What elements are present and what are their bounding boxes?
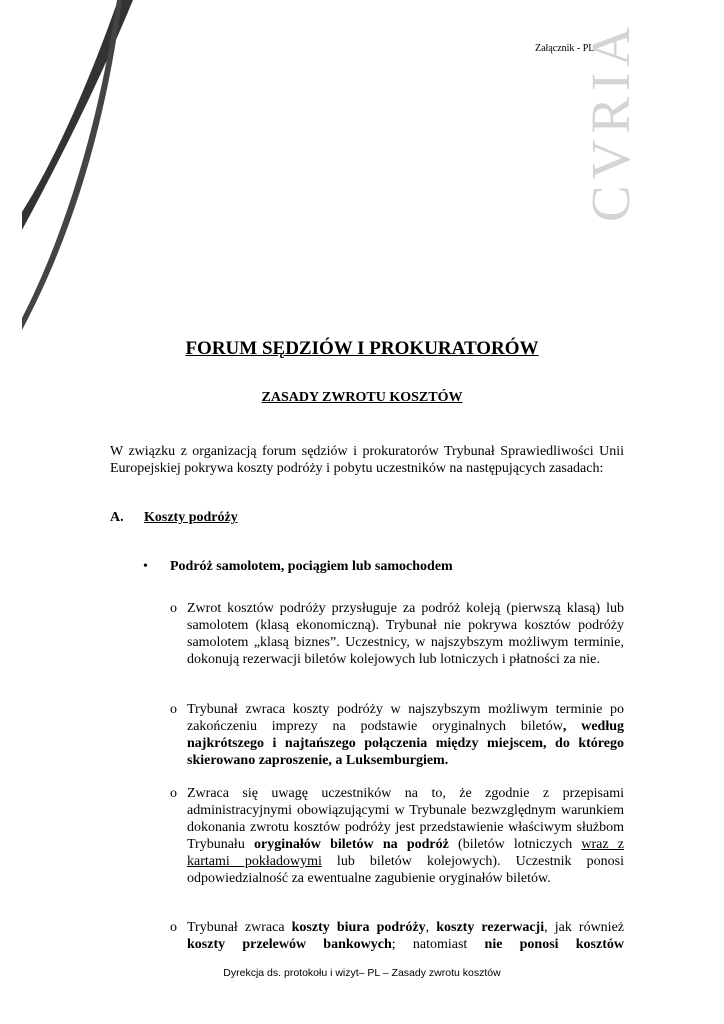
item-text-underlined: wraz z kartami pokładowymi [187,837,624,869]
circle-bullet-icon: o [170,601,177,616]
item-text-bold: oryginałów biletów na podróż [254,837,449,852]
annex-label: Załącznik - PL [535,43,595,54]
item-text: , jak również [544,920,625,935]
item-text-bold: koszty biura podróży [291,920,426,935]
section-label: Koszty podróży [144,510,238,525]
circle-bullet-icon: o [170,786,177,801]
list-item [170,701,624,769]
intro-paragraph: W związku z organizacją forum sędziów i prokuratorów Trybunał Sprawiedliwości Unii Europejskiej pokrywa koszty podróży i pobytu uczestników na następujących zasadach: [110,444,624,476]
item-text: Trybunał zwraca koszty podróży w najszybszym możliwym terminie po zakończeniu imprezy na podstawie oryginalnych biletów [187,702,624,734]
circle-bullet-icon: o [170,920,177,935]
bullet-label: Podróż samolotem, pociągiem lub samochodem [170,559,453,574]
item-text: Zwraca się uwagę uczestników na to, że zgodnie z przepisami administracyjnymi obowiązującymi w Trybunale bezwzględnym warunkiem dokonania zwrotu kosztów podróży jest przedstawienie właściwym służbom Trybunału [187,786,624,852]
item-text: ; natomiast [391,937,485,952]
item-text-bold: , według najkrótszego i najtańszego połączenia między miejscem, do którego skierowano zaproszenie, a Luksemburgiem. [187,719,624,768]
item-text-bold: koszty rezerwacji [436,920,545,935]
item-text: lub biletów kolejowych). Uczestnik ponosi odpowiedzialność za ewentualne zagubienie oryginałów biletów. [187,854,624,886]
list-item [170,600,624,668]
page-footer: Dyrekcja ds. protokołu i wizyt– PL – Zasady zwrotu kosztów [223,967,501,979]
item-text: Trybunał zwraca [187,920,292,935]
list-item [170,785,624,887]
page-title: FORUM SĘDZIÓW I PROKURATORÓW [185,338,539,359]
item-text: Zwrot kosztów podróży przysługuje za podróż koleją (pierwszą klasą) lub samolotem (klasą ekonomiczną). Trybunał nie pokrywa kosztów podróży samolotem „klasą biznes”. Uczestnicy, w najszybszym możliwym terminie, dokonują rezerwacji biletów kolejowych lub lotniczych i płatności za nie. [187,601,624,667]
bullet-heading [143,559,453,575]
section-number: A. [110,510,124,525]
item-text-bold: nie ponosi kosztów [484,937,624,952]
circle-bullet-icon: o [170,702,177,717]
curia-logo: CVRIA [580,20,641,222]
logo-swoosh [0,0,140,340]
item-text: , [425,920,437,935]
section-heading [110,510,238,526]
page-subtitle: ZASADY ZWROTU KOSZTÓW [261,390,463,405]
bullet-icon: • [143,559,148,574]
item-text-bold: koszty przelewów bankowych [187,937,392,952]
item-text: (biletów lotniczych [448,837,582,852]
list-item [170,919,624,953]
